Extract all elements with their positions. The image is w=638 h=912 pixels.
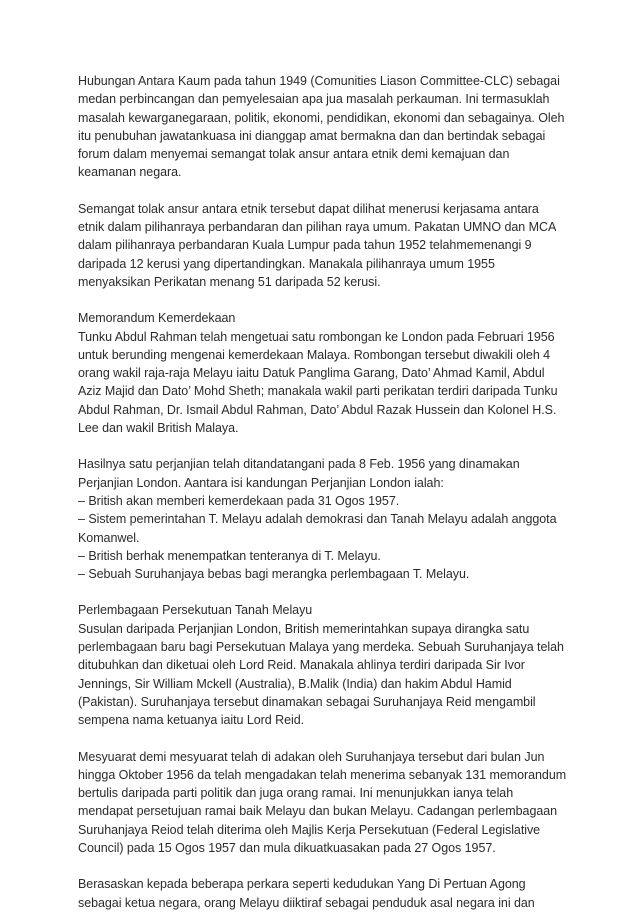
text-line: untuk berunding mengenai kemerdekaan Malaya. Rombongan tersebut diwakili oleh 4: [78, 347, 551, 362]
paragraph-perjanjian-london: [78, 455, 598, 583]
list-item: – British berhak menempatkan tenteranya di T. Melayu.: [78, 548, 381, 563]
text-line: Lee dan wakil British Malaya.: [78, 421, 239, 436]
paragraph-clc: [78, 72, 598, 182]
text-line: sebagai ketua negara, orang Melayu diiktiraf sebagai penduduk asal negara ini dan: [78, 895, 535, 910]
paragraph-perlembagaan: [78, 601, 598, 729]
text-line: Suruhanjaya Reiod telah diterima oleh Majlis Kerja Persekutuan (Federal Legislative: [78, 822, 541, 837]
paragraph-memorandum: [78, 309, 598, 437]
text-line: Council) pada 15 Ogos 1957 dan mula dikuatkuasakan pada 27 Ogos 1957.: [78, 840, 496, 855]
text-line: Hubungan Antara Kaum pada tahun 1949 (Comunities Liason Committee-CLC) sebagai: [78, 74, 560, 88]
text-line: Berasaskan kepada beberapa perkara seperti kedudukan Yang Di Pertuan Agong: [78, 877, 526, 892]
text-line: bertulis daripada parti politik dan juga orang ramai. Ini menunjukkan ianya telah: [78, 786, 514, 801]
text-line: menyaksikan Perikatan menang 51 daripada 52 kerusi.: [78, 274, 381, 289]
list-item: – Sebuah Suruhanjaya bebas bagi merangka perlembagaan T. Melayu.: [78, 567, 470, 582]
text-line: itu penubuhan jawatankuasa ini dianggap amat bermakna dan dan bertindak sebagai: [78, 128, 546, 143]
paragraph-berasaskan: [78, 875, 598, 912]
text-line: etnik dalam pilihanraya perbandaran dan pilihan raya umum. Pakatan UMNO dan MCA: [78, 220, 557, 235]
text-line: keamanan negara.: [78, 165, 182, 180]
text-line: Mesyuarat demi mesyuarat telah di adakan oleh Suruhanjaya tersebut dari bulan Jun: [78, 749, 545, 764]
text-line: perlembagaan baru bagi Persekutuan Malaya yang merdeka. Sebuah Suruhanjaya telah: [78, 640, 564, 655]
text-line: Jennings, Sir William Mckell (Australia), B.Malik (India) dan hakim Abdul Hamid: [78, 676, 512, 691]
text-line: Susulan daripada Perjanjian London, British memerintahkan supaya dirangka satu: [78, 621, 530, 636]
text-line: Hasilnya satu perjanjian telah ditandatangani pada 8 Feb. 1956 yang dinamakan: [78, 457, 520, 472]
text-line: daripada 12 kerusi yang dipertandingkan. Manakala pilihanraya umum 1955: [78, 256, 495, 271]
text-line: dalam pilihanraya perbandaran Kuala Lumpur pada tahun 1952 telahmemenangi 9: [78, 238, 532, 253]
text-line: medan perbincangan dan pemyelesaian apa jua masalah perkauman. Ini termasuklah: [78, 92, 550, 107]
text-line: Komanwel.: [78, 530, 140, 545]
text-line: hingga Oktober 1956 da telah mengadakan telah menerima sebanyak 131 memorandum: [78, 767, 567, 782]
list-item: – British akan memberi kemerdekaan pada 31 Ogos 1957.: [78, 493, 400, 508]
text-line: Aziz Majid dan Dato’ Mohd Sheth; manakala wakil parti perikatan terdiri daripada Tunku: [78, 384, 558, 399]
text-line: masalah kewarganegaraan, politik, ekonomi, pendidikan, ekonomi dan sebagainya. Oleh: [78, 110, 565, 125]
text-line: orang wakil raja-raja Melayu iaitu Datuk Panglima Garang, Dato’ Ahmad Kamil, Abdul: [78, 366, 545, 381]
section-heading: Perlembagaan Persekutuan Tanah Melayu: [78, 603, 313, 618]
text-line: Abdul Rahman, Dr. Ismail Abdul Rahman, Dato’ Abdul Razak Hussein dan Kolonel H.S.: [78, 402, 557, 417]
paragraph-mesyuarat: [78, 748, 598, 858]
list-item: – Sistem pemerintahan T. Melayu adalah demokrasi dan Tanah Melayu adalah anggota: [78, 512, 557, 527]
text-line: ditubuhkan dan diketuai oleh Lord Reid. Manakala ahlinya terdiri daripada Sir Ivor: [78, 658, 525, 673]
text-line: Perjanjian London. Aantara isi kandungan Perjanjian London ialah:: [78, 475, 444, 490]
text-line: (Pakistan). Suruhanjaya tersebut dinamakan sebagai Suruhanjaya Reid mengambil: [78, 694, 536, 709]
text-line: Semangat tolak ansur antara etnik tersebut dapat dilihat menerusi kerjasama antara: [78, 201, 539, 216]
text-line: Tunku Abdul Rahman telah mengetuai satu rombongan ke London pada Februari 1956: [78, 329, 555, 344]
text-line: sempena nama ketuanya iaitu Lord Reid.: [78, 713, 305, 728]
text-line: forum dalam menyemai semangat tolak ansur antara etnik demi kemajuan dan: [78, 147, 510, 162]
paragraph-pilihanraya: [78, 200, 598, 291]
text-line: mendapat persetujuan ramai baik Melayu dan bukan Melayu. Cadangan perlembagaan: [78, 804, 558, 819]
section-heading: Memorandum Kemerdekaan: [78, 311, 236, 326]
